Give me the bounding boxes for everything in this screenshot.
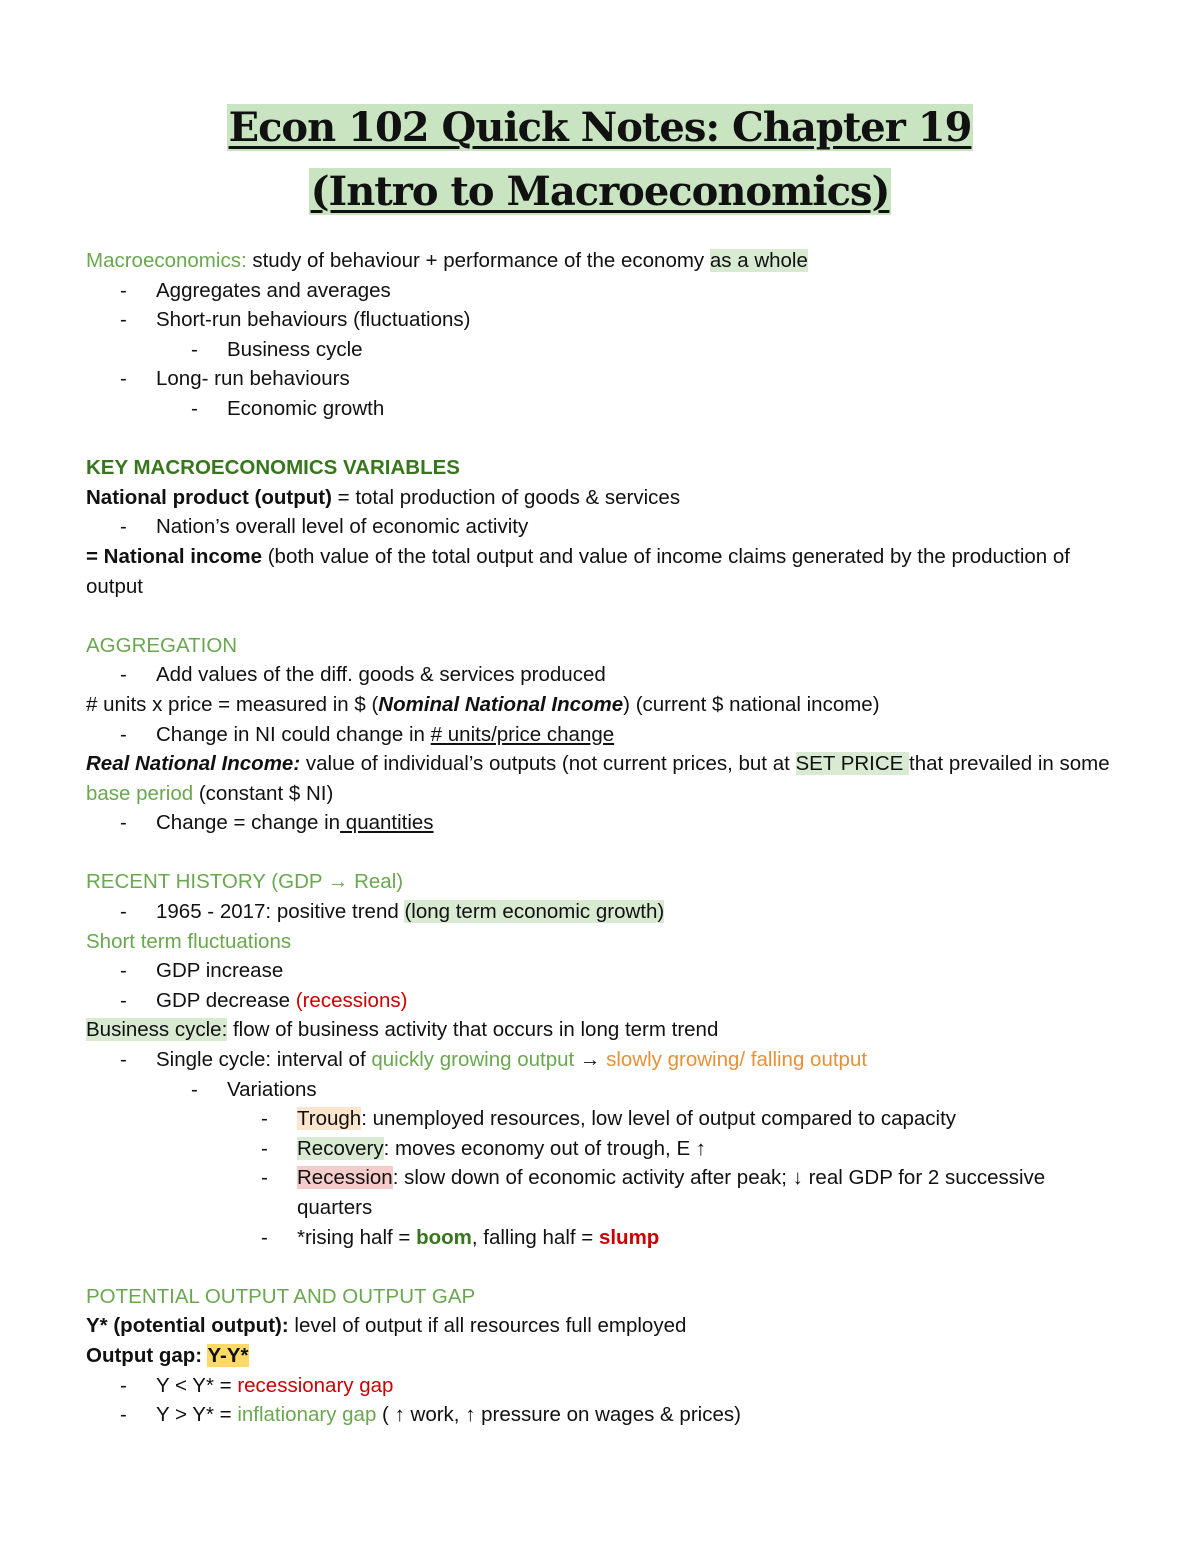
key-heading: KEY MACROECONOMICS VARIABLES: [86, 456, 460, 480]
short-term-label: Short term fluctuations: [86, 929, 292, 953]
macro-def: study of behaviour + performance of the economy: [246, 249, 710, 272]
y-term: Y* (potential output):: [86, 1314, 289, 1338]
real-def-1: value of individual’s outputs (not current prices, but at: [300, 752, 796, 776]
list-item: - GDP decrease (recessions): [120, 988, 408, 1012]
aggregation-item-2-underline: # units/price change: [430, 722, 615, 746]
list-item: - Add values of the diff. goods & services produced: [120, 663, 606, 687]
list-item: - Nation’s overall level of economic activity: [120, 515, 529, 539]
aggregation-heading: AGGREGATION: [86, 633, 238, 657]
title-line-2: (Intro to Macroeconomics): [310, 168, 890, 215]
document-title: [86, 96, 1114, 224]
real-term: Real National Income:: [86, 752, 301, 776]
falling-half: , falling half =: [471, 1225, 599, 1249]
list-item: - Long- run behaviours: [120, 367, 350, 391]
list-item: - Variations: [191, 1077, 317, 1101]
nominal-pre: # units x price = measured in $ (: [86, 692, 379, 716]
np-term: National product (output): [86, 485, 332, 509]
national-product: [86, 483, 1114, 513]
variations: Variations: [227, 1077, 317, 1101]
nominal-term: Nominal National Income: [378, 692, 624, 716]
single-cycle-orange: slowly growing/ falling output: [606, 1048, 868, 1072]
output-gap: [86, 1341, 1114, 1371]
recessionary-gap: recessionary gap: [237, 1373, 394, 1397]
bc-def: flow of business activity that occurs in long term trend: [227, 1018, 719, 1042]
gap-less: Y < Y* =: [156, 1373, 238, 1397]
recession-def: : slow down of economic activity after peak; ↓ real GDP for 2 successive quarters: [297, 1166, 1046, 1219]
bc-term: Business cycle:: [86, 1018, 228, 1042]
list-item: - Recovery: moves economy out of trough, E ↑: [261, 1136, 707, 1160]
np-item: Nation’s overall level of economic activity: [156, 515, 529, 539]
recovery-def: : moves economy out of trough, E ↑: [383, 1136, 707, 1160]
list-item: - Economic growth: [191, 396, 385, 420]
list-item: - Change = change in quantities: [120, 811, 434, 835]
list-item: - 1965 - 2017: positive trend (long term economic growth): [120, 900, 665, 924]
aggregation-item-1: Add values of the diff. goods & services produced: [156, 663, 606, 687]
ni-term: = National income: [86, 544, 263, 568]
real-income: [86, 749, 1114, 808]
recovery-term: Recovery: [297, 1136, 384, 1160]
notes-body: [86, 246, 1114, 1430]
list-item: - Business cycle: [191, 337, 363, 361]
recent-item-1: 1965 - 2017: positive trend: [156, 900, 405, 924]
short-term-heading: [86, 927, 1114, 957]
single-cycle-pre: Single cycle: interval of: [156, 1048, 372, 1072]
aggregation-item-2: Change in NI could change in: [156, 722, 431, 746]
business-cycle: [86, 1015, 1114, 1045]
single-cycle-green: quickly growing output: [371, 1048, 575, 1072]
section-heading-aggregation: [86, 631, 1114, 661]
macro-def-highlight: as a whole: [709, 249, 808, 272]
national-income: [86, 542, 1114, 601]
single-cycle-arrow: →: [574, 1048, 607, 1072]
gap-more-post: ( ↑ work, ↑ pressure on wages & prices): [376, 1403, 741, 1427]
list-item: - Y > Y* = inflationary gap ( ↑ work, ↑ pressure on wages & prices): [120, 1403, 741, 1427]
recession-term: Recession: [297, 1166, 393, 1190]
ni-def: (both value of the total output and value of income claims generated by the production of output: [86, 544, 1071, 598]
list-item: - Short-run behaviours (fluctuations): [120, 308, 471, 332]
np-def: = total production of goods & services: [331, 485, 681, 509]
recent-heading: RECENT HISTORY (GDP → Real): [86, 870, 404, 894]
macro-item-short-run: Short-run behaviours (fluctuations): [156, 308, 471, 332]
nominal-post: ) (current $ national income): [623, 692, 880, 716]
real-base-period: base period: [86, 781, 194, 805]
gdp-decrease: GDP decrease: [156, 988, 296, 1012]
macro-item-business-cycle: Business cycle: [227, 337, 363, 361]
macro-term: Macroeconomics:: [86, 249, 247, 272]
list-item: - Y < Y* = recessionary gap: [120, 1373, 394, 1397]
gdp-increase: GDP increase: [156, 959, 284, 983]
aggregation-item-3: Change = change in: [156, 811, 341, 835]
nominal-line: [86, 690, 1114, 720]
list-item: - Single cycle: interval of quickly growing output → slowly growing/ falling output: [120, 1048, 868, 1072]
y-def: level of output if all resources full employed: [288, 1314, 687, 1338]
macro-item-aggregates: Aggregates and averages: [156, 278, 391, 302]
potential-heading: POTENTIAL OUTPUT AND OUTPUT GAP: [86, 1284, 476, 1308]
gap-formula: Y-Y*: [207, 1343, 249, 1367]
macro-item-growth: Economic growth: [227, 396, 385, 420]
title-line-1: Econ 102 Quick Notes: Chapter 19: [228, 104, 972, 151]
trough-term: Trough: [297, 1107, 362, 1131]
list-item: - Change in NI could change in # units/price change: [120, 722, 615, 746]
real-def-2: that prevailed in some: [909, 752, 1110, 776]
section-heading-recent: [86, 867, 1114, 897]
real-def-3: (constant $ NI): [193, 781, 334, 805]
trough-def: : unemployed resources, low level of output compared to capacity: [361, 1107, 957, 1131]
rising-half: *rising half =: [297, 1225, 417, 1249]
list-item: - Aggregates and averages: [120, 278, 391, 302]
potential-output: [86, 1311, 1114, 1341]
recent-item-1-highlight: (long term economic growth): [404, 900, 665, 924]
inflationary-gap: inflationary gap: [237, 1403, 377, 1427]
gap-more: Y > Y* =: [156, 1403, 238, 1427]
gap-term: Output gap:: [86, 1343, 208, 1367]
boom: boom: [416, 1225, 472, 1249]
list-item: - GDP increase: [120, 959, 284, 983]
aggregation-item-3-underline: quantities: [340, 811, 434, 835]
gdp-recessions: (recessions): [295, 988, 408, 1012]
section-heading-potential: [86, 1282, 1114, 1312]
list-item: - *rising half = boom, falling half = slump: [261, 1225, 660, 1249]
macro-item-long-run: Long- run behaviours: [156, 367, 350, 391]
list-item: - Recession: slow down of economic activity after peak; ↓ real GDP for 2 successive quarters: [261, 1166, 1046, 1219]
section-heading-key: [86, 453, 1114, 483]
list-item: - Trough: unemployed resources, low level of output compared to capacity: [261, 1107, 957, 1131]
slump: slump: [598, 1225, 660, 1249]
real-highlight: SET PRICE: [795, 752, 910, 776]
macro-definition: [86, 246, 1114, 276]
